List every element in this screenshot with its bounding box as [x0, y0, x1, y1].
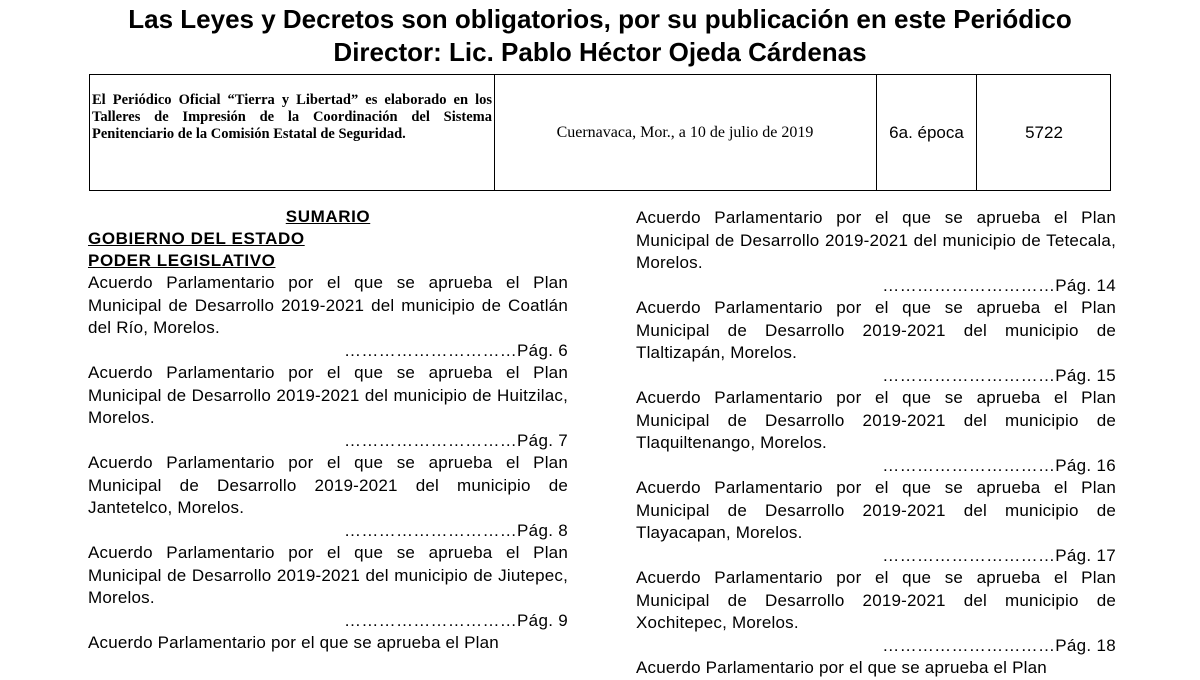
entry-text: Acuerdo Parlamentario por el que se aprueba el Plan Municipal de Desarrollo 2019-2021 del municipio de Coatlán del Río, Morelos.: [88, 273, 568, 337]
toc-entry: [88, 542, 568, 632]
entry-list: [636, 207, 1116, 680]
entry-page-ref: …………………………Pág. 15: [882, 365, 1116, 385]
publisher-description: El Periódico Oficial “Tierra y Libertad” es elaborado en los Talleres de Impresión de la Coordinación del Sistema Penitenciario de la Comisión Estatal de Seguridad.: [92, 92, 492, 142]
director-heading: Director: Lic. Pablo Héctor Ojeda Cárdenas: [333, 37, 867, 67]
entry-text: Acuerdo Parlamentario por el que se aprueba el Plan Municipal de Desarrollo 2019-2021 del municipio de Jiutepec, Morelos.: [88, 543, 568, 607]
toc-entry: [636, 657, 1116, 680]
entry-text: Acuerdo Parlamentario por el que se aprueba el Plan Municipal de Desarrollo 2019-2021 del municipio de Tlaltizapán, Morelos.: [636, 298, 1116, 362]
place-date: Cuernavaca, Mor., a 10 de julio de 2019: [556, 123, 814, 141]
entry-text: Acuerdo Parlamentario por el que se aprueba el Plan Municipal de Desarrollo 2019-2021 del municipio de Tlayacapan, Morelos.: [636, 478, 1116, 542]
entry-page-ref: …………………………Pág. 7: [344, 430, 568, 450]
toc-entry: [636, 297, 1116, 387]
toc-entry: [88, 452, 568, 542]
entry-text: Acuerdo Parlamentario por el que se aprueba el Plan Municipal de Desarrollo 2019-2021 del municipio de Xochitepec, Morelos.: [636, 568, 1116, 632]
summary-left-column: [88, 206, 568, 655]
toc-entry: [636, 387, 1116, 477]
entry-page-ref: …………………………Pág. 16: [882, 455, 1116, 475]
summary-title: SUMARIO: [285, 207, 371, 226]
entry-list: [88, 272, 568, 655]
entry-page-ref: …………………………Pág. 17: [882, 545, 1116, 565]
entry-page-ref: …………………………Pág. 6: [344, 340, 568, 360]
entry-text: Acuerdo Parlamentario por el que se aprueba el Plan Municipal de Desarrollo 2019-2021 del municipio de Jantetelco, Morelos.: [88, 453, 568, 517]
section-heading: PODER LEGISLATIVO: [88, 251, 276, 270]
toc-entry: [636, 567, 1116, 657]
issue-number: 5722: [1025, 122, 1063, 142]
toc-entry: [88, 362, 568, 452]
entry-text: Acuerdo Parlamentario por el que se aprueba el Plan: [636, 658, 1047, 677]
notice-heading: Las Leyes y Decretos son obligatorios, por su publicación en este Periódico: [128, 4, 1072, 34]
entry-text: Acuerdo Parlamentario por el que se aprueba el Plan Municipal de Desarrollo 2019-2021 del municipio de Huitzilac, Morelos.: [88, 363, 568, 427]
entry-page-ref: …………………………Pág. 18: [882, 635, 1116, 655]
entry-text: Acuerdo Parlamentario por el que se aprueba el Plan: [88, 633, 499, 652]
entry-page-ref: …………………………Pág. 14: [882, 275, 1116, 295]
toc-entry: [88, 632, 568, 655]
summary-right-column: [636, 207, 1116, 680]
info-table: [89, 74, 1111, 191]
section-heading: GOBIERNO DEL ESTADO: [88, 229, 305, 248]
toc-entry: [88, 272, 568, 362]
entry-page-ref: …………………………Pág. 8: [344, 520, 568, 540]
entry-text: Acuerdo Parlamentario por el que se aprueba el Plan Municipal de Desarrollo 2019-2021 del municipio de Tlaquiltenango, Morelos.: [636, 388, 1116, 452]
toc-entry: [636, 207, 1116, 297]
entry-text: Acuerdo Parlamentario por el que se aprueba el Plan Municipal de Desarrollo 2019-2021 del municipio de Tetecala, Morelos.: [636, 208, 1116, 272]
epoch-label: 6a. época: [889, 122, 964, 142]
toc-entry: [636, 477, 1116, 567]
entry-page-ref: …………………………Pág. 9: [344, 610, 568, 630]
